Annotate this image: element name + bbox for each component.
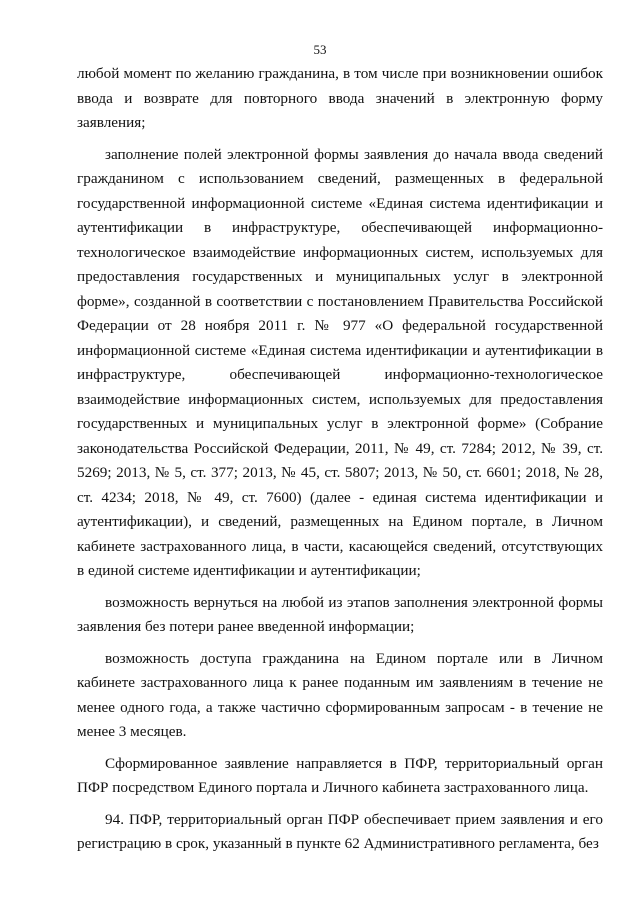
paragraph-prefill-from-esia: заполнение полей электронной формы заявления до начала ввода сведений гражданином с использованием сведений, размещенных в федеральной государственной информационной системе «Единая система идентификации и аутентификации в инфраструктуре, обеспечивающей информационно-технологическое взаимодействие информационных систем, используемых для предоставления государственных и муниципальных услуг в электронной форме», созданной в соответствии с постановлением Правительства Российской Федерации от 28 ноября 2011 г. № 977 «О федеральной государственной информационной системе «Единая система идентификации и аутентификации в инфраструктуре, обеспечивающей информационно-технологическое взаимодействие информационных систем, используемых для предоставления государственных и муниципальных услуг в электронной форме» (Собрание законодательства Российской Федерации, 2011, № 49, ст. 7284; 2012, № 39, ст. 5269; 2013, № 5, ст. 377; 2013, № 45, ст. 5807; 2013, № 50, ст. 6601; 2018, № 28, ст. 4234; 2018, № 49, ст. 7600) (далее - единая система идентификации и аутентификации), и сведений, размещенных на Едином портале, в Личном кабинете застрахованного лица, в части, касающейся сведений, отсутствующих в единой системе идентификации и аутентификации;: [77, 145, 603, 579]
paragraph-item-94: 94. ПФР, территориальный орган ПФР обеспечивает прием заявления и его регистрацию в срок, указанный в пункте 62 Административного регламента, без: [77, 810, 603, 852]
page-body: [77, 62, 603, 857]
page-number: 53: [313, 42, 327, 57]
paragraph-access-to-applications: возможность доступа гражданина на Едином портале или в Личном кабинете застрахованного лица к ранее поданным им заявлениям в течение не менее одного года, а также частично сформированным запросам - в течение не менее 3 месяцев.: [77, 649, 603, 740]
paragraph-return-to-step: возможность вернуться на любой из этапов заполнения электронной формы заявления без потери ранее введенной информации;: [77, 593, 603, 635]
paragraph-continuation: любой момент по желанию гражданина, в том числе при возникновении ошибок ввода и возврате для повторного ввода значений в электронную форму заявления;: [77, 65, 603, 131]
paragraph-application-sent: Сформированное заявление направляется в ПФР, территориальный орган ПФР посредством Единого портала и Личного кабинета застрахованного лица.: [77, 754, 603, 796]
